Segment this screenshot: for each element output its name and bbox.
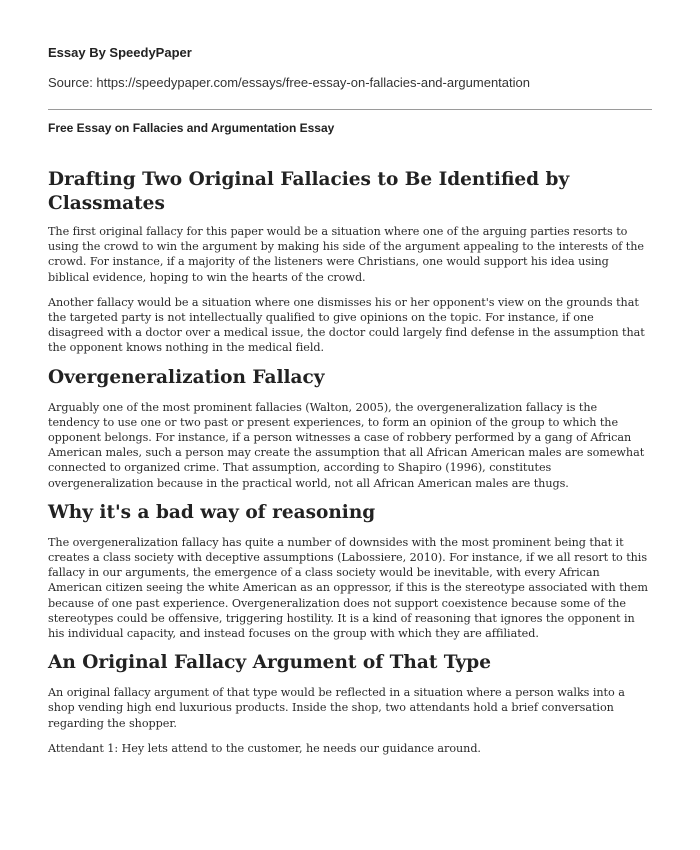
divider — [48, 109, 652, 110]
paragraph: Attendant 1: Hey lets attend to the customer, he needs our guidance around. — [48, 741, 481, 755]
paragraph: An original fallacy argument of that type would be reflected in a situation where a person walks into a shop vending high end luxurious products. Inside the shop, two attendants hold a brief conversation regarding the shopper. — [48, 686, 625, 730]
source-url[interactable]: Source: https://speedypaper.com/essays/free-essay-on-fallacies-and-argumentation — [48, 75, 530, 90]
paragraph: The first original fallacy for this paper would be a situation where one of the arguing parties resorts to using the crowd to win the argument by making his side of the argument appealing to the interests of the crowd. For instance, if a majority of the listeners were Christians, one would support his idea using biblical evidence, hoping to win the hearts of the crowd. — [48, 225, 644, 284]
section-heading: Drafting Two Original Fallacies to Be Identified by Classmates — [48, 169, 570, 214]
section-heading: An Original Fallacy Argument of That Type — [48, 652, 491, 674]
brand-line: Essay By SpeedyPaper — [48, 45, 192, 60]
section-heading: Why it's a bad way of reasoning — [48, 501, 376, 523]
paragraph: Another fallacy would be a situation where one dismisses his or her opponent's view on the grounds that the targeted party is not intellectually qualified to give opinions on the topic. For instance, if one disagreed with a doctor over a medical issue, the doctor could largely find defense in the assumption that the opponent knows nothing in the medical field. — [48, 295, 645, 355]
document-title: Free Essay on Fallacies and Argumentation Essay — [48, 121, 335, 135]
section-heading: Overgeneralization Fallacy — [48, 366, 325, 388]
paragraph: Arguably one of the most prominent fallacies (Walton, 2005), the overgeneralization fallacy is the tendency to use one or two past or present experiences, to form an opinion of the group to which the opponent belongs. For instance, if a person witnesses a case of robbery performed by a gang of African American males, such a person may create the assumption that all African American males are somewhat connected to organized crime. That assumption, according to Shapiro (1996), constitutes overgeneralization because in the practical world, not all African American males are thugs. — [48, 400, 645, 490]
essay-body — [48, 168, 652, 766]
paragraph: The overgeneralization fallacy has quite a number of downsides with the most prominent being that it creates a class society with deceptive assumptions (Labossiere, 2010). For instance, if we all resort to this fallacy in our arguments, the emergence of a class society would be inevitable, with every African American citizen seeing the white American as an oppressor, if this is the stereotype associated with them because of one past experience. Overgeneralization does not support coexistence because some of the stereotypes could be offensive, triggering hostility. It is a kind of reasoning that ignores the opponent in his individual capacity, and instead focuses on the group with which they are affiliated. — [48, 535, 648, 641]
